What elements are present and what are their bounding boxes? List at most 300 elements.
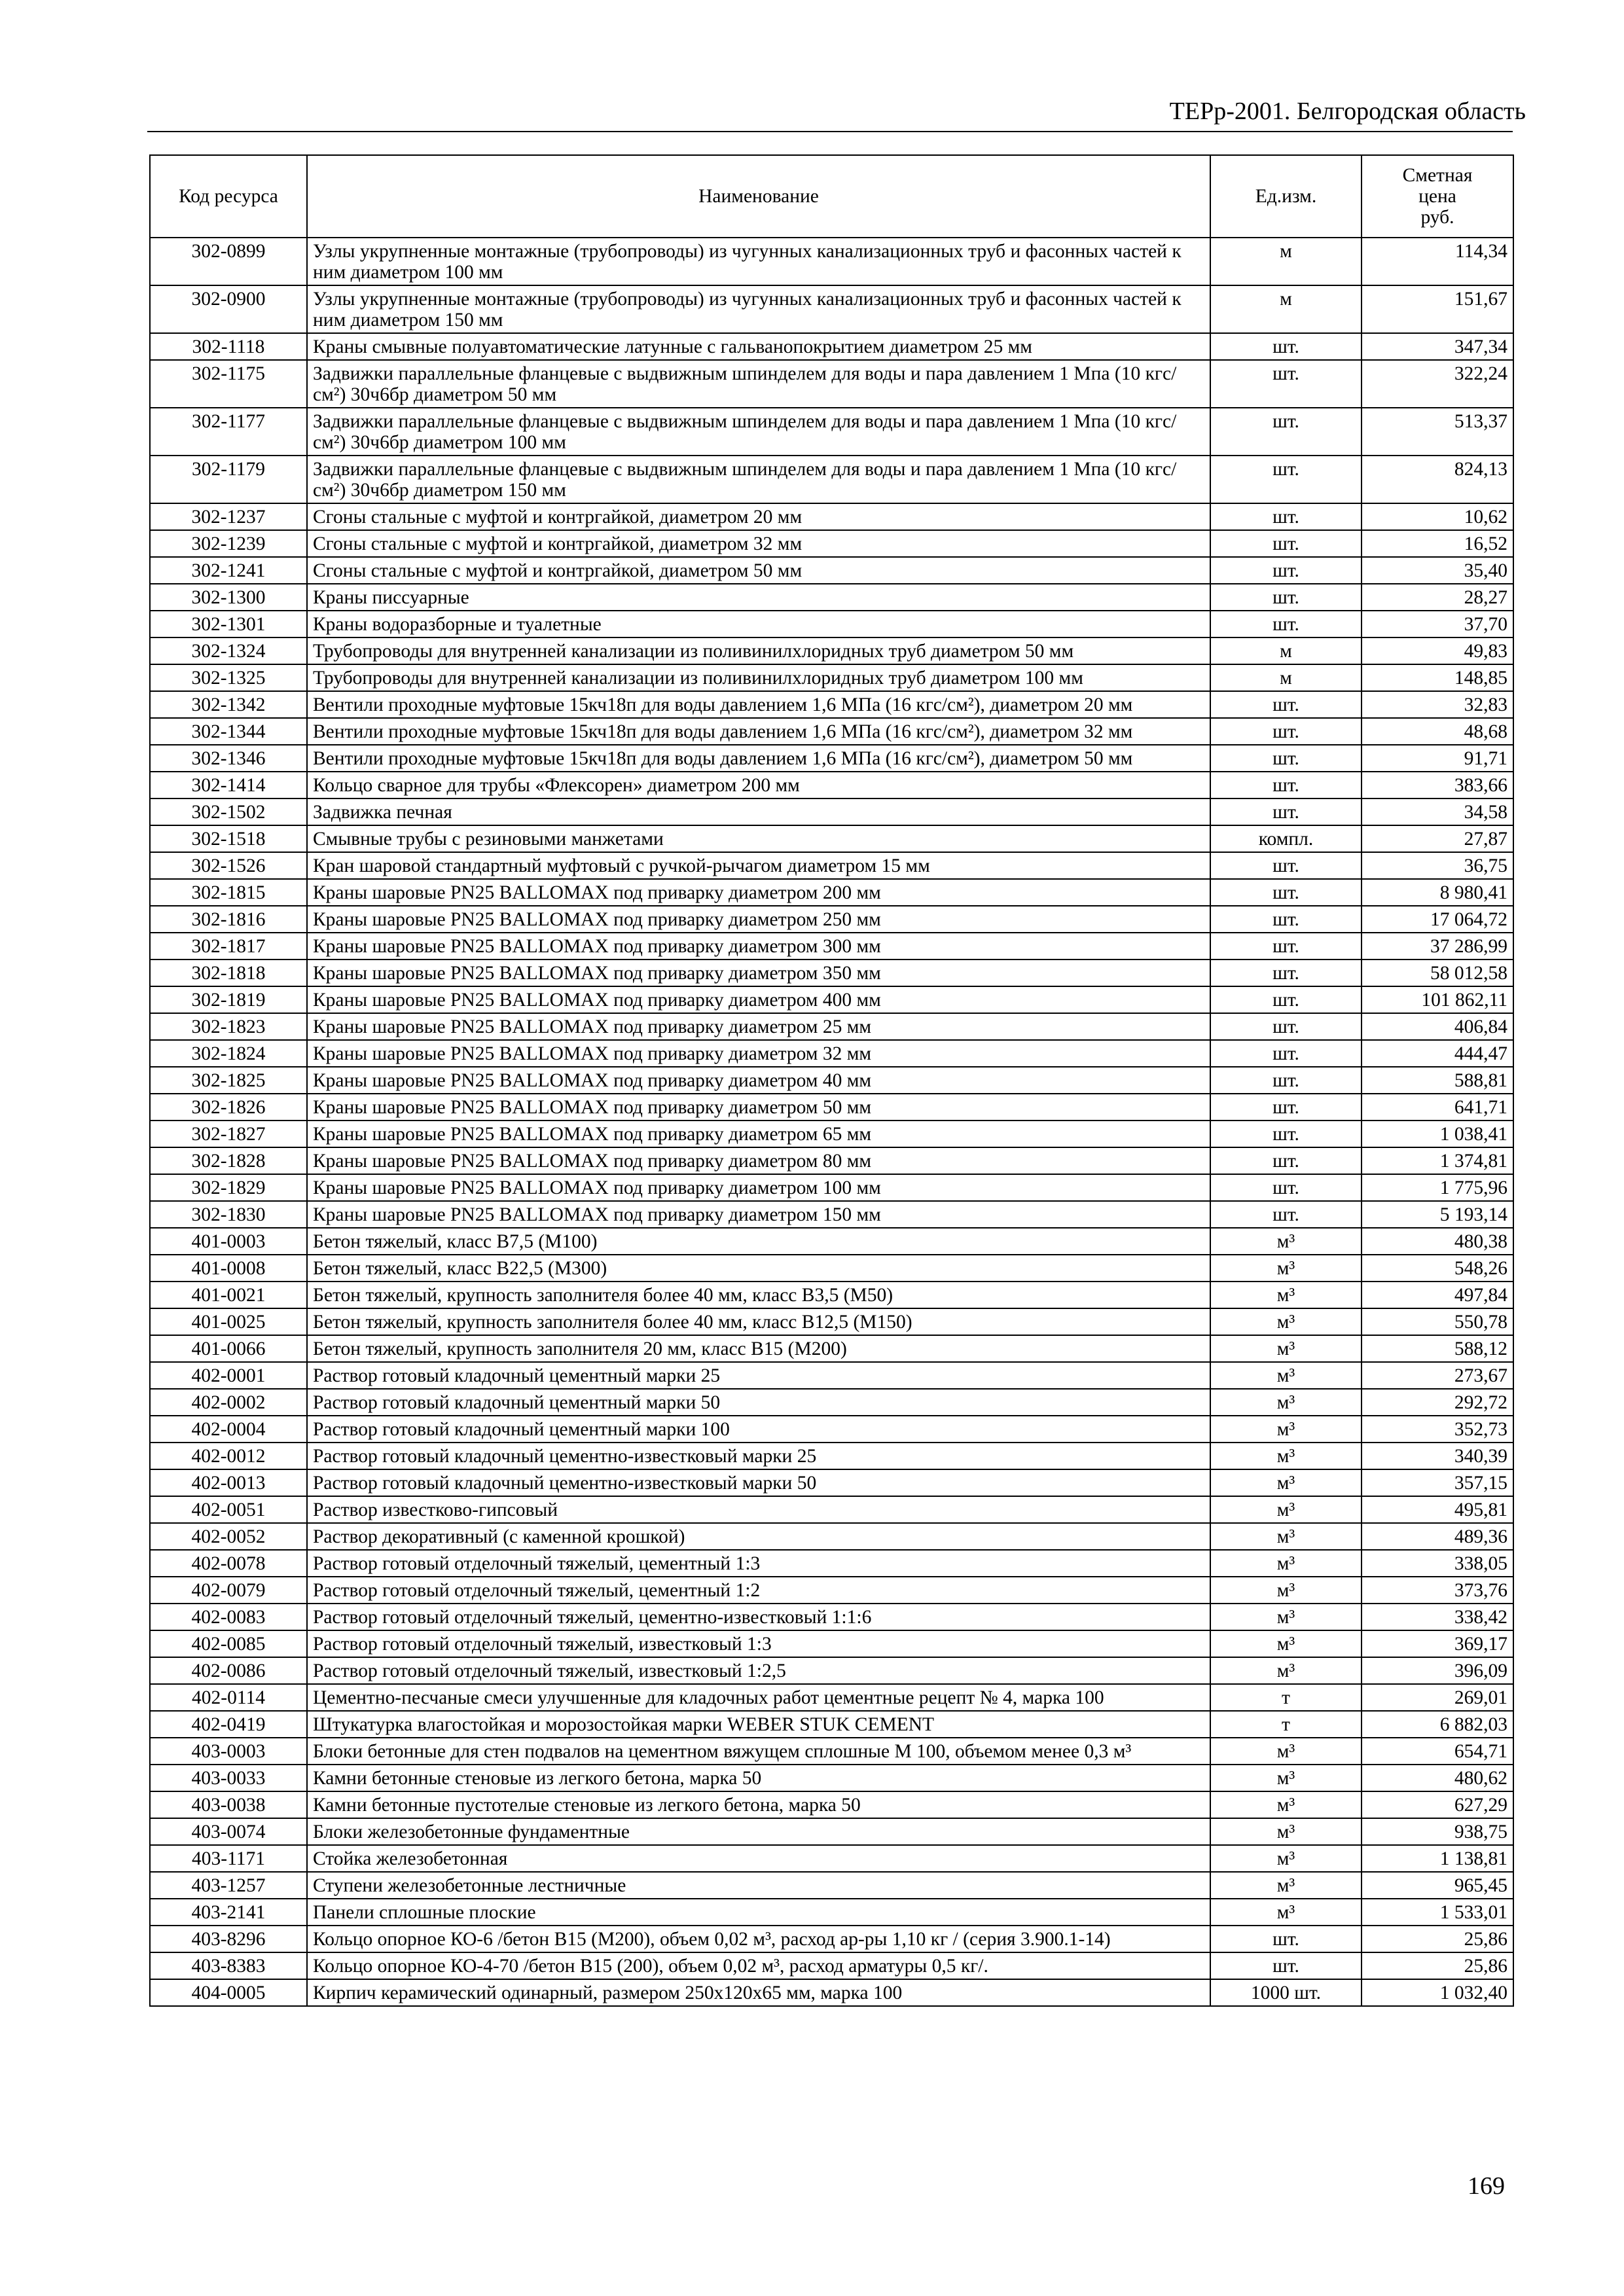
row-code: 403-2141 [150,1899,307,1926]
row-name: Раствор готовый отделочный тяжелый, цементный 1:2 [307,1577,1210,1604]
row-unit: м³ [1210,1791,1362,1818]
table-row [150,285,1513,333]
table-row [150,1630,1513,1657]
table-row [150,1255,1513,1282]
row-price: 550,78 [1362,1308,1513,1335]
row-price: 28,27 [1362,584,1513,611]
row-unit: шт. [1210,772,1362,798]
row-price: 151,67 [1362,285,1513,333]
table-row [150,906,1513,933]
row-name: Раствор готовый кладочный цементно-известковый марки 50 [307,1469,1210,1496]
row-code: 402-0419 [150,1711,307,1738]
row-code: 302-1823 [150,1013,307,1040]
row-unit: шт. [1210,1094,1362,1121]
row-name: Вентили проходные муфтовые 15кч18п для воды давлением 1,6 МПа (16 кгс/см²), диаметром 50 мм [307,745,1210,772]
row-price: 5 193,14 [1362,1201,1513,1228]
row-price: 495,81 [1362,1496,1513,1523]
table-row [150,1765,1513,1791]
row-name: Краны шаровые PN25 BALLOMAX под приварку диаметром 400 мм [307,986,1210,1013]
row-price: 37,70 [1362,611,1513,637]
table-row [150,1577,1513,1604]
row-price: 16,52 [1362,530,1513,557]
row-code: 302-1301 [150,611,307,637]
row-price: 369,17 [1362,1630,1513,1657]
table-row [150,1899,1513,1926]
table-row [150,637,1513,664]
row-code: 302-1175 [150,360,307,408]
row-code: 403-0074 [150,1818,307,1845]
row-unit: шт. [1210,1040,1362,1067]
row-unit: компл. [1210,825,1362,852]
table-row [150,1174,1513,1201]
table-row [150,1121,1513,1147]
row-code: 403-0033 [150,1765,307,1791]
row-unit: м³ [1210,1443,1362,1469]
row-name: Задвижки параллельные фланцевые с выдвижным шпинделем для воды и пара давлением 1 Мпа (10 кгс/см²) 30ч6бр диаметром 150 мм [307,456,1210,503]
table-row [150,718,1513,745]
row-price: 1 038,41 [1362,1121,1513,1147]
row-name: Блоки железобетонные фундаментные [307,1818,1210,1845]
table-row [150,611,1513,637]
row-code: 302-1526 [150,852,307,879]
table-row [150,1335,1513,1362]
row-price: 1 032,40 [1362,1979,1513,2006]
table-row [150,1818,1513,1845]
row-name: Задвижка печная [307,798,1210,825]
row-price: 322,24 [1362,360,1513,408]
table-row [150,1496,1513,1523]
row-code: 403-8296 [150,1926,307,1952]
row-unit: м [1210,285,1362,333]
row-unit: м³ [1210,1308,1362,1335]
row-name: Цементно-песчаные смеси улучшенные для кладочных работ цементные рецепт № 4, марка 100 [307,1684,1210,1711]
row-price: 373,76 [1362,1577,1513,1604]
row-name: Сгоны стальные с муфтой и контргайкой, диаметром 50 мм [307,557,1210,584]
row-price: 480,38 [1362,1228,1513,1255]
row-code: 302-1300 [150,584,307,611]
row-name: Блоки бетонные для стен подвалов на цементном вяжущем сплошные М 100, объемом менее 0,3 м³ [307,1738,1210,1765]
row-name: Узлы укрупненные монтажные (трубопроводы) из чугунных канализационных труб и фасонных частей к ним диаметром 100 мм [307,238,1210,285]
table-row [150,986,1513,1013]
row-code: 402-0002 [150,1389,307,1416]
row-code: 302-1177 [150,408,307,456]
row-name: Задвижки параллельные фланцевые с выдвижным шпинделем для воды и пара давлением 1 Мпа (10 кгс/см²) 30ч6бр диаметром 50 мм [307,360,1210,408]
table-header-row [150,155,1513,238]
row-name: Кирпич керамический одинарный, размером 250х120х65 мм, марка 100 [307,1979,1210,2006]
row-unit: м³ [1210,1523,1362,1550]
row-code: 403-1171 [150,1845,307,1872]
row-price: 32,83 [1362,691,1513,718]
table-row [150,238,1513,285]
price-table [149,154,1514,2007]
row-name: Краны шаровые PN25 BALLOMAX под приварку диаметром 300 мм [307,933,1210,960]
row-name: Раствор готовый кладочный цементно-известковый марки 25 [307,1443,1210,1469]
row-unit: м [1210,238,1362,285]
row-unit: м³ [1210,1657,1362,1684]
row-name: Бетон тяжелый, класс В22,5 (М300) [307,1255,1210,1282]
row-name: Вентили проходные муфтовые 15кч18п для воды давлением 1,6 МПа (16 кгс/см²), диаметром 20 мм [307,691,1210,718]
table-row [150,825,1513,852]
row-code: 401-0066 [150,1335,307,1362]
table-row [150,1711,1513,1738]
row-unit: м³ [1210,1335,1362,1362]
row-name: Штукатурка влагостойкая и морозостойкая марки WEBER STUK CEMENT [307,1711,1210,1738]
row-price: 641,71 [1362,1094,1513,1121]
row-price: 383,66 [1362,772,1513,798]
row-name: Трубопроводы для внутренней канализации из поливинилхлоридных труб диаметром 100 мм [307,664,1210,691]
row-price: 27,87 [1362,825,1513,852]
row-price: 35,40 [1362,557,1513,584]
row-name: Бетон тяжелый, крупность заполнителя 20 мм, класс В15 (М200) [307,1335,1210,1362]
table-row [150,1308,1513,1335]
row-price: 273,67 [1362,1362,1513,1389]
row-unit: м³ [1210,1496,1362,1523]
table-row [150,852,1513,879]
row-unit: шт. [1210,960,1362,986]
table-row [150,1550,1513,1577]
row-unit: шт. [1210,360,1362,408]
row-code: 302-1414 [150,772,307,798]
row-code: 401-0021 [150,1282,307,1308]
row-unit: м³ [1210,1416,1362,1443]
row-price: 25,86 [1362,1952,1513,1979]
table-row [150,1469,1513,1496]
row-price: 91,71 [1362,745,1513,772]
row-price: 347,34 [1362,333,1513,360]
row-unit: шт. [1210,1121,1362,1147]
row-code: 302-1830 [150,1201,307,1228]
table-row [150,1979,1513,2006]
row-unit: шт. [1210,1067,1362,1094]
row-price: 938,75 [1362,1818,1513,1845]
row-unit: шт. [1210,986,1362,1013]
row-unit: шт. [1210,1147,1362,1174]
column-header-price-line: цена [1418,186,1456,207]
row-price: 48,68 [1362,718,1513,745]
row-name: Краны шаровые PN25 BALLOMAX под приварку диаметром 50 мм [307,1094,1210,1121]
table-row [150,933,1513,960]
row-price: 148,85 [1362,664,1513,691]
row-price: 36,75 [1362,852,1513,879]
row-unit: шт. [1210,456,1362,503]
row-code: 302-1825 [150,1067,307,1094]
row-unit: т [1210,1684,1362,1711]
row-name: Смывные трубы с резиновыми манжетами [307,825,1210,852]
row-price: 480,62 [1362,1765,1513,1791]
row-name: Бетон тяжелый, класс В7,5 (М100) [307,1228,1210,1255]
row-name: Кольцо сварное для трубы «Флексорен» диаметром 200 мм [307,772,1210,798]
row-unit: шт. [1210,1174,1362,1201]
table-row [150,1872,1513,1899]
row-unit: м³ [1210,1872,1362,1899]
row-code: 402-0004 [150,1416,307,1443]
row-name: Сгоны стальные с муфтой и контргайкой, диаметром 32 мм [307,530,1210,557]
table-row [150,360,1513,408]
row-name: Ступени железобетонные лестничные [307,1872,1210,1899]
row-price: 338,42 [1362,1604,1513,1630]
row-price: 49,83 [1362,637,1513,664]
row-price: 25,86 [1362,1926,1513,1952]
column-header-price-line: руб. [1420,207,1454,228]
table-row [150,798,1513,825]
row-code: 302-1342 [150,691,307,718]
row-name: Раствор готовый кладочный цементный марки 50 [307,1389,1210,1416]
row-unit: шт. [1210,933,1362,960]
row-price: 338,05 [1362,1550,1513,1577]
row-unit: шт. [1210,879,1362,906]
row-unit: шт. [1210,906,1362,933]
row-unit: шт. [1210,503,1362,530]
row-unit: м [1210,664,1362,691]
row-unit: м³ [1210,1282,1362,1308]
table-row [150,1040,1513,1067]
row-code: 302-1819 [150,986,307,1013]
row-unit: шт. [1210,333,1362,360]
row-name: Краны шаровые PN25 BALLOMAX под приварку диаметром 80 мм [307,1147,1210,1174]
row-price: 6 882,03 [1362,1711,1513,1738]
row-code: 401-0003 [150,1228,307,1255]
row-price: 965,45 [1362,1872,1513,1899]
row-unit: м³ [1210,1228,1362,1255]
row-name: Краны шаровые PN25 BALLOMAX под приварку диаметром 65 мм [307,1121,1210,1147]
row-code: 402-0012 [150,1443,307,1469]
row-unit: м³ [1210,1255,1362,1282]
row-unit: 1000 шт. [1210,1979,1362,2006]
row-price: 1 533,01 [1362,1899,1513,1926]
row-name: Раствор готовый отделочный тяжелый, известковый 1:2,5 [307,1657,1210,1684]
row-code: 403-0038 [150,1791,307,1818]
row-code: 302-1518 [150,825,307,852]
row-unit: шт. [1210,1926,1362,1952]
row-name: Краны шаровые PN25 BALLOMAX под приварку диаметром 150 мм [307,1201,1210,1228]
table-row [150,1013,1513,1040]
row-price: 1 775,96 [1362,1174,1513,1201]
row-name: Краны шаровые PN25 BALLOMAX под приварку диаметром 250 мм [307,906,1210,933]
header-divider [147,131,1513,132]
table-row [150,1845,1513,1872]
document-title: ТЕРр-2001. Белгородская область [1169,98,1526,125]
row-price: 588,12 [1362,1335,1513,1362]
row-code: 302-1241 [150,557,307,584]
column-header-name: Наименование [307,155,1210,238]
table-row [150,1094,1513,1121]
table-row [150,960,1513,986]
table-row [150,879,1513,906]
row-unit: шт. [1210,1013,1362,1040]
row-unit: м³ [1210,1818,1362,1845]
table-row [150,1926,1513,1952]
row-name: Кран шаровой стандартный муфтовый с ручкой-рычагом диаметром 15 мм [307,852,1210,879]
row-price: 513,37 [1362,408,1513,456]
row-price: 406,84 [1362,1013,1513,1040]
row-code: 302-1324 [150,637,307,664]
row-name: Раствор готовый отделочный тяжелый, цементно-известковый 1:1:6 [307,1604,1210,1630]
row-code: 302-0899 [150,238,307,285]
row-price: 1 138,81 [1362,1845,1513,1872]
row-code: 302-1829 [150,1174,307,1201]
row-code: 302-1237 [150,503,307,530]
row-unit: шт. [1210,745,1362,772]
row-code: 302-1826 [150,1094,307,1121]
row-unit: шт. [1210,584,1362,611]
row-price: 101 862,11 [1362,986,1513,1013]
row-name: Краны шаровые PN25 BALLOMAX под приварку диаметром 100 мм [307,1174,1210,1201]
row-code: 302-1815 [150,879,307,906]
row-unit: шт. [1210,718,1362,745]
row-code: 402-0085 [150,1630,307,1657]
row-price: 340,39 [1362,1443,1513,1469]
row-code: 402-0001 [150,1362,307,1389]
row-code: 302-1502 [150,798,307,825]
table-row [150,557,1513,584]
row-unit: м³ [1210,1630,1362,1657]
row-code: 302-1824 [150,1040,307,1067]
row-price: 17 064,72 [1362,906,1513,933]
table-row [150,1147,1513,1174]
row-name: Узлы укрупненные монтажные (трубопроводы) из чугунных канализационных труб и фасонных частей к ним диаметром 150 мм [307,285,1210,333]
row-code: 402-0078 [150,1550,307,1577]
table-row [150,1416,1513,1443]
table-row [150,1523,1513,1550]
column-header-price-line: Сметная [1402,165,1473,186]
row-name: Бетон тяжелый, крупность заполнителя более 40 мм, класс В12,5 (М150) [307,1308,1210,1335]
row-code: 402-0086 [150,1657,307,1684]
row-code: 302-1817 [150,933,307,960]
row-unit: м³ [1210,1738,1362,1765]
table-row [150,1604,1513,1630]
row-code: 402-0013 [150,1469,307,1496]
table-row [150,1201,1513,1228]
row-name: Раствор готовый кладочный цементный марки 100 [307,1416,1210,1443]
row-unit: м³ [1210,1845,1362,1872]
row-unit: м³ [1210,1550,1362,1577]
row-price: 396,09 [1362,1657,1513,1684]
row-name: Краны шаровые PN25 BALLOMAX под приварку диаметром 25 мм [307,1013,1210,1040]
row-unit: м³ [1210,1577,1362,1604]
row-price: 292,72 [1362,1389,1513,1416]
row-price: 654,71 [1362,1738,1513,1765]
row-price: 37 286,99 [1362,933,1513,960]
row-code: 401-0025 [150,1308,307,1335]
row-unit: шт. [1210,1952,1362,1979]
row-name: Краны писсуарные [307,584,1210,611]
table-row [150,745,1513,772]
row-code: 302-1818 [150,960,307,986]
row-unit: м³ [1210,1389,1362,1416]
column-header-code: Код ресурса [150,155,307,238]
table-row [150,1228,1513,1255]
table-row [150,772,1513,798]
row-name: Задвижки параллельные фланцевые с выдвижным шпинделем для воды и пара давлением 1 Мпа (10 кгс/см²) 30ч6бр диаметром 100 мм [307,408,1210,456]
row-unit: шт. [1210,1201,1362,1228]
row-name: Сгоны стальные с муфтой и контргайкой, диаметром 20 мм [307,503,1210,530]
row-code: 402-0114 [150,1684,307,1711]
row-unit: м³ [1210,1899,1362,1926]
table-row [150,333,1513,360]
row-name: Вентили проходные муфтовые 15кч18п для воды давлением 1,6 МПа (16 кгс/см²), диаметром 32 мм [307,718,1210,745]
row-name: Бетон тяжелый, крупность заполнителя более 40 мм, класс В3,5 (М50) [307,1282,1210,1308]
row-name: Раствор декоративный (с каменной крошкой) [307,1523,1210,1550]
row-code: 302-1816 [150,906,307,933]
table-row [150,1282,1513,1308]
row-code: 401-0008 [150,1255,307,1282]
row-name: Краны шаровые PN25 BALLOMAX под приварку диаметром 350 мм [307,960,1210,986]
table-row [150,1362,1513,1389]
row-code: 403-1257 [150,1872,307,1899]
row-code: 302-1179 [150,456,307,503]
row-name: Раствор готовый отделочный тяжелый, известковый 1:3 [307,1630,1210,1657]
row-code: 402-0083 [150,1604,307,1630]
row-name: Раствор готовый отделочный тяжелый, цементный 1:3 [307,1550,1210,1577]
row-unit: шт. [1210,611,1362,637]
row-name: Краны шаровые PN25 BALLOMAX под приварку диаметром 40 мм [307,1067,1210,1094]
row-code: 302-1346 [150,745,307,772]
row-unit: м [1210,637,1362,664]
column-header-unit: Ед.изм. [1210,155,1362,238]
row-code: 302-1828 [150,1147,307,1174]
row-unit: м³ [1210,1362,1362,1389]
row-price: 497,84 [1362,1282,1513,1308]
row-unit: м³ [1210,1469,1362,1496]
row-name: Краны водоразборные и туалетные [307,611,1210,637]
row-unit: т [1210,1711,1362,1738]
row-price: 352,73 [1362,1416,1513,1443]
row-code: 403-0003 [150,1738,307,1765]
row-price: 58 012,58 [1362,960,1513,986]
row-unit: м³ [1210,1765,1362,1791]
row-name: Панели сплошные плоские [307,1899,1210,1926]
row-code: 302-1827 [150,1121,307,1147]
row-price: 114,34 [1362,238,1513,285]
table-row [150,456,1513,503]
row-code: 402-0079 [150,1577,307,1604]
row-code: 302-1118 [150,333,307,360]
row-code: 302-0900 [150,285,307,333]
row-name: Трубопроводы для внутренней канализации из поливинилхлоридных труб диаметром 50 мм [307,637,1210,664]
table-row [150,1657,1513,1684]
row-price: 34,58 [1362,798,1513,825]
row-code: 302-1344 [150,718,307,745]
row-name: Краны шаровые PN25 BALLOMAX под приварку диаметром 32 мм [307,1040,1210,1067]
table-row [150,1443,1513,1469]
row-unit: м³ [1210,1604,1362,1630]
row-unit: шт. [1210,530,1362,557]
row-code: 402-0052 [150,1523,307,1550]
table-row [150,691,1513,718]
row-price: 10,62 [1362,503,1513,530]
row-name: Краны шаровые PN25 BALLOMAX под приварку диаметром 200 мм [307,879,1210,906]
table-row [150,1684,1513,1711]
row-name: Раствор готовый кладочный цементный марки 25 [307,1362,1210,1389]
table-row [150,584,1513,611]
row-code: 403-8383 [150,1952,307,1979]
table-row [150,408,1513,456]
row-name: Кольцо опорное КО-6 /бетон В15 (М200), объем 0,02 м³, расход ар-ры 1,10 кг / (серия 3.900.1-14) [307,1926,1210,1952]
row-name: Кольцо опорное КО-4-70 /бетон В15 (200), объем 0,02 м³, расход арматуры 0,5 кг/. [307,1952,1210,1979]
table-body [150,238,1513,2006]
table-row [150,503,1513,530]
row-price: 269,01 [1362,1684,1513,1711]
row-price: 627,29 [1362,1791,1513,1818]
column-header-price [1362,155,1513,238]
table-row [150,1738,1513,1765]
row-code: 402-0051 [150,1496,307,1523]
row-code: 404-0005 [150,1979,307,2006]
row-price: 548,26 [1362,1255,1513,1282]
row-unit: шт. [1210,408,1362,456]
row-name: Краны смывные полуавтоматические латунные с гальванопокрытием диаметром 25 мм [307,333,1210,360]
row-name: Раствор известково-гипсовый [307,1496,1210,1523]
